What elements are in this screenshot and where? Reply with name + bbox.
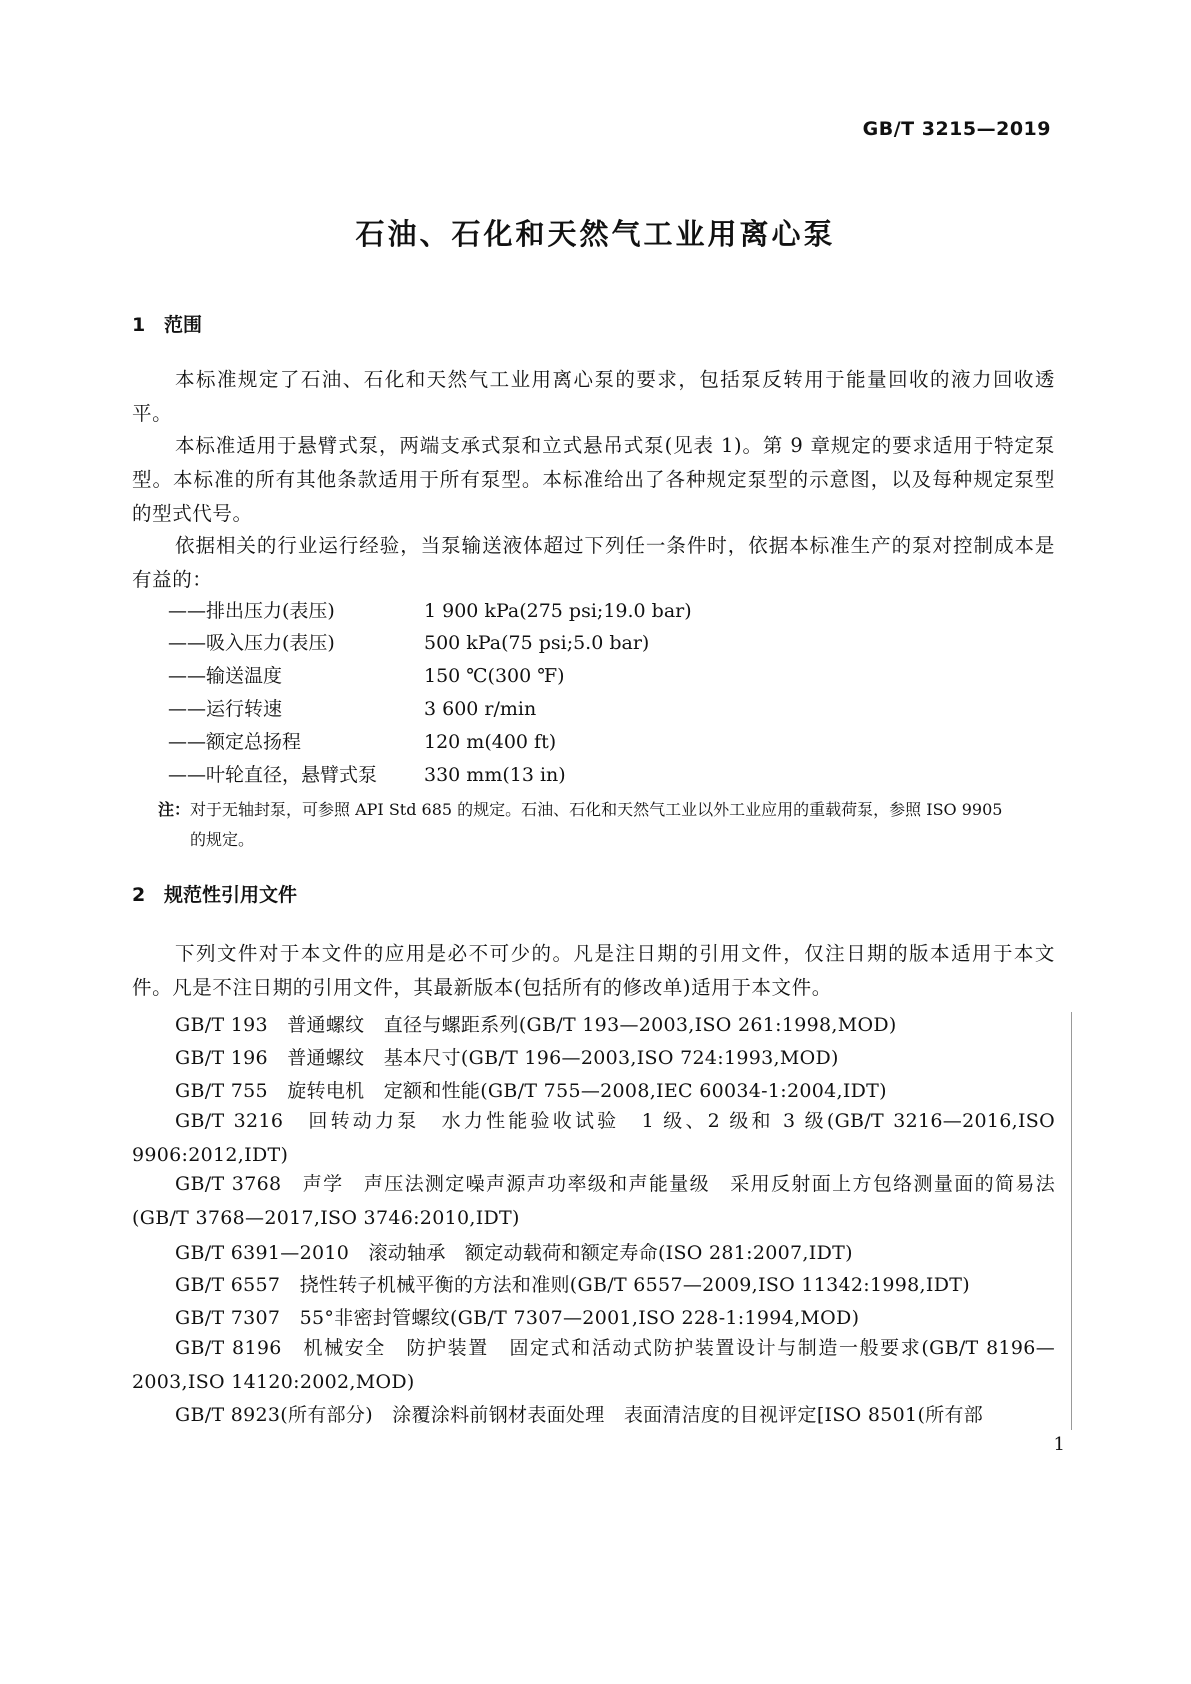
reference-item: GB/T 3216 回转动力泵 水力性能验收试验 1 级、2 级和 3 级(GB/T 3216—2016,ISO 9906:2012,IDT) [132,1110,1055,1166]
note-text: 对于无轴封泵，可参照 API Std 685 的规定。石油、石化和天然气工业以外工业应用的重载荷泵，参照 ISO 9905 [190,800,1003,819]
section-number: 2 [132,884,146,906]
note [158,795,1058,855]
reference-item: GB/T 8196 机械安全 防护装置 固定式和活动式防护装置设计与制造一般要求(GB/T 8196—2003,ISO 14120:2002,MOD) [132,1337,1055,1393]
page-number: 1 [1053,1434,1065,1455]
section-title: 范围 [164,314,203,336]
reference-item: GB/T 8923(所有部分) 涂覆涂料前钢材表面处理 表面清洁度的目视评定[ISO 8501(所有部 [175,1404,984,1426]
section-number: 1 [132,314,146,336]
section-title: 规范性引用文件 [164,884,298,906]
page-title: 石油、石化和天然气工业用离心泵 [355,217,836,251]
paragraph: 本标准适用于悬臂式泵，两端支承式泵和立式悬吊式泵(见表 1)。第 9 章规定的要求适用于特定泵型。本标准的所有其他条款适用于所有泵型。本标准给出了各种规定泵型的示意图，以及每种规定泵型的型式代号。 [132,434,1055,525]
note-label: 注： [158,800,191,819]
reference-item: GB/T 755 旋转电机 定额和性能(GB/T 755—2008,IEC 60034-1:2004,IDT) [175,1080,887,1102]
list-item: ——吸入压力(表压) 500 kPa(75 psi;5.0 bar) [168,632,650,654]
section-2-heading [132,880,297,907]
paragraph: 下列文件对于本文件的应用是必不可少的。凡是注日期的引用文件，仅注日期的版本适用于本文件。凡是不注日期的引用文件，其最新版本(包括所有的修改单)适用于本文件。 [132,942,1055,999]
margin-rule [1071,1012,1072,1430]
section-1-heading [132,310,202,337]
list-item: ——排出压力(表压) 1 900 kPa(275 psi;19.0 bar) [168,600,692,622]
document-id: GB/T 3215—2019 [862,118,1051,140]
reference-item: GB/T 6557 挠性转子机械平衡的方法和准则(GB/T 6557—2009,ISO 11342:1998,IDT) [175,1274,970,1296]
list-item: ——叶轮直径，悬臂式泵 330 mm(13 in) [168,764,566,786]
reference-item: GB/T 193 普通螺纹 直径与螺距系列(GB/T 193—2003,ISO 261:1998,MOD) [175,1014,897,1036]
paragraph: 依据相关的行业运行经验，当泵输送液体超过下列任一条件时，依据本标准生产的泵对控制成本是有益的： [132,534,1055,591]
list-item: ——额定总扬程 120 m(400 ft) [168,731,557,753]
note-text: 的规定。 [190,830,255,849]
list-item: ——运行转速 3 600 r/min [168,698,537,720]
list-item: ——输送温度 150 ℃(300 ℉) [168,665,565,687]
reference-item: GB/T 6391—2010 滚动轴承 额定动载荷和额定寿命(ISO 281:2007,IDT) [175,1242,853,1264]
reference-item: GB/T 3768 声学 声压法测定噪声源声功率级和声能量级 采用反射面上方包络测量面的简易法(GB/T 3768—2017,ISO 3746:2010,IDT) [132,1173,1055,1229]
reference-item: GB/T 7307 55°非密封管螺纹(GB/T 7307—2001,ISO 228-1:1994,MOD) [175,1307,860,1329]
paragraph: 本标准规定了石油、石化和天然气工业用离心泵的要求，包括泵反转用于能量回收的液力回收透平。 [132,368,1055,425]
reference-item: GB/T 196 普通螺纹 基本尺寸(GB/T 196—2003,ISO 724:1993,MOD) [175,1047,839,1069]
